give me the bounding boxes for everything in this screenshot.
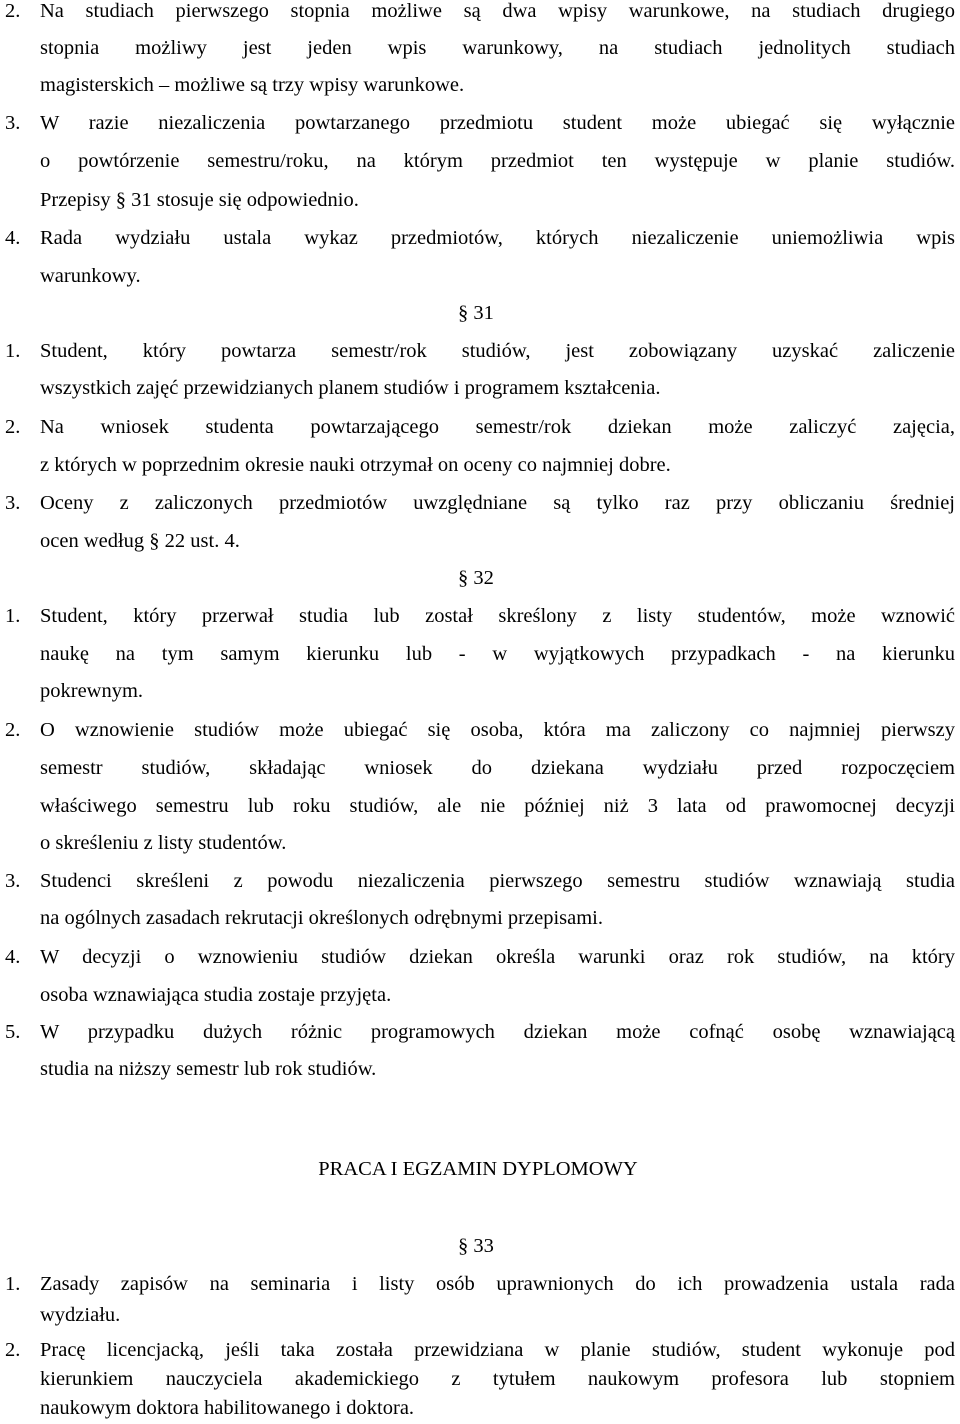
text-line: Zasady zapisów na seminaria i listy osób uprawnionych do ich prowadzenia ustala rada — [40, 1273, 955, 1295]
item-number: 3. — [5, 870, 21, 892]
text-line: semestr studiów, składając wniosek do dziekana wydziału przed rozpoczęciem — [40, 757, 955, 779]
text-line: wszystkich zajęć przewidzianych planem studiów i programem kształcenia. — [40, 377, 661, 399]
text-line: Rada wydziału ustala wykaz przedmiotów, których niezaliczenie uniemożliwia wpis — [40, 227, 955, 249]
item-number: 4. — [5, 946, 21, 968]
item-number: 2. — [5, 1339, 21, 1361]
chapter-title: PRACA I EGZAMIN DYPLOMOWY — [318, 1158, 638, 1180]
text-line: na ogólnych zasadach rekrutacji określonych odrębnymi przepisami. — [40, 907, 603, 929]
text-line: wydziału. — [40, 1304, 121, 1326]
text-line: z których w poprzednim okresie nauki otrzymał on oceny co najmniej dobre. — [40, 454, 671, 476]
paragraph-heading: § 32 — [458, 567, 494, 589]
text-line: osoba wznawiająca studia zostaje przyjęta. — [40, 984, 392, 1006]
text-line: Na studiach pierwszego stopnia możliwe są dwa wpisy warunkowe, na studiach drugiego — [40, 0, 955, 22]
text-line: naukę na tym samym kierunku lub - w wyjątkowych przypadkach - na kierunku — [40, 643, 955, 665]
text-line: studia na niższy semestr lub rok studiów. — [40, 1058, 377, 1080]
paragraph-heading: § 33 — [458, 1235, 494, 1257]
text-line: magisterskich – możliwe są trzy wpisy warunkowe. — [40, 74, 465, 96]
item-number: 3. — [5, 112, 21, 134]
paragraph-heading: § 31 — [458, 302, 494, 324]
text-line: naukowym doktora habilitowanego i doktora. — [40, 1397, 415, 1419]
text-line: W przypadku dużych różnic programowych dziekan może cofnąć osobę wznawiającą — [40, 1021, 955, 1043]
text-line: o powtórzenie semestru/roku, na którym przedmiot ten występuje w planie studiów. — [40, 150, 955, 172]
item-number: 1. — [5, 340, 21, 362]
text-line: Student, który powtarza semestr/rok studiów, jest zobowiązany uzyskać zaliczenie — [40, 340, 955, 362]
text-line: o skreśleniu z listy studentów. — [40, 832, 287, 854]
text-line: warunkowy. — [40, 265, 141, 287]
text-line: Studenci skreśleni z powodu niezaliczenia pierwszego semestru studiów wznawiają studia — [40, 870, 955, 892]
text-line: ocen według § 22 ust. 4. — [40, 530, 240, 552]
item-number: 1. — [5, 605, 21, 627]
item-number: 2. — [5, 0, 21, 22]
text-line: Pracę licencjacką, jeśli taka została przewidziana w planie studiów, student wykonuje pod — [40, 1339, 955, 1361]
text-line: właściwego semestru lub roku studiów, ale nie później niż 3 lata od prawomocnej decyzji — [40, 795, 955, 817]
item-number: 1. — [5, 1273, 21, 1295]
item-number: 2. — [5, 719, 21, 741]
text-line: Na wniosek studenta powtarzającego semestr/rok dziekan może zaliczyć zajęcia, — [40, 416, 955, 438]
text-line: W decyzji o wznowieniu studiów dziekan określa warunki oraz rok studiów, na który — [40, 946, 955, 968]
text-line: Przepisy § 31 stosuje się odpowiednio. — [40, 189, 359, 211]
item-number: 3. — [5, 492, 21, 514]
text-line: Student, który przerwał studia lub został skreślony z listy studentów, może wznowić — [40, 605, 955, 627]
text-line: Oceny z zaliczonych przedmiotów uwzględniane są tylko raz przy obliczaniu średniej — [40, 492, 955, 514]
text-line: stopnia możliwy jest jeden wpis warunkowy, na studiach jednolitych studiach — [40, 37, 955, 59]
item-number: 5. — [5, 1021, 21, 1043]
text-line: pokrewnym. — [40, 680, 144, 702]
item-number: 4. — [5, 227, 21, 249]
item-number: 2. — [5, 416, 21, 438]
text-line: O wznowienie studiów może ubiegać się osoba, która ma zaliczony co najmniej pierwszy — [40, 719, 955, 741]
text-line: kierunkiem nauczyciela akademickiego z tytułem naukowym profesora lub stopniem — [40, 1368, 955, 1390]
text-line: W razie niezaliczenia powtarzanego przedmiotu student może ubiegać się wyłącznie — [40, 112, 955, 134]
